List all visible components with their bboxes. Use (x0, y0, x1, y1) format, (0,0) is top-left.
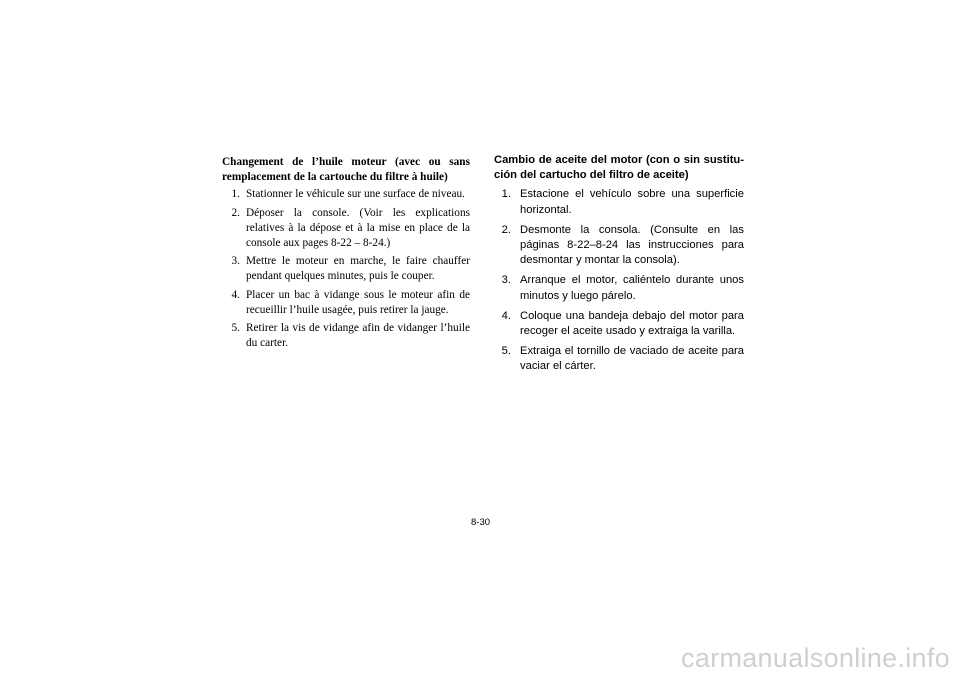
step-text: Estacione el vehículo sobre una superficie horizontal. (520, 188, 744, 216)
step-text: Placer un bac à vidange sous le moteur afin de recueillir l’huile usagée, puis retirer la jauge. (246, 288, 470, 316)
spanish-steps-list (494, 187, 744, 374)
list-item (222, 254, 470, 284)
step-text: Extraiga el tornillo de vaciado de aceite para vaciar el cárter. (520, 345, 744, 373)
list-item (494, 273, 744, 303)
step-number: 3. (231, 255, 240, 268)
step-number: 5. (231, 322, 240, 335)
step-number: 5. (501, 345, 511, 358)
spanish-heading: Cambio de aceite del motor (con o sin sustitución del cartucho del filtro de aceite) (494, 154, 744, 182)
step-text: Coloque una bandeja debajo del motor para recoger el aceite usado y extraiga la varilla. (520, 309, 744, 338)
step-text: Déposer la console. (Voir les explications relatives à la dépose et à la mise en place de la console aux pages 8-22 – 8-24.) (246, 206, 470, 250)
french-column (222, 155, 470, 354)
list-item (222, 288, 470, 318)
step-text: Arranque el motor, caliéntelo durante unos minutos y luego párelo. (520, 274, 744, 302)
step-number: 4. (501, 309, 511, 322)
step-number: 1. (231, 188, 240, 201)
french-heading: Changement de l’huile moteur (avec ou sans remplacement de la cartouche du filtre à huile) (222, 156, 470, 184)
step-number: 3. (501, 274, 511, 287)
step-text: Desmonte la consola. (Consulte en las páginas 8-22–8-24 las instrucciones para desmontar y montar la consola). (520, 223, 744, 267)
watermark: carmanualsonline.info (681, 643, 950, 673)
step-text: Retirer la vis de vidange afin de vidanger l’huile du carter. (246, 322, 470, 350)
page-number: 8-30 (471, 517, 491, 528)
step-number: 1. (501, 188, 511, 201)
step-number: 2. (231, 206, 240, 219)
step-number: 4. (231, 288, 240, 301)
step-text: Mettre le moteur en marche, le faire chauffer pendant quelques minutes, puis le couper. (246, 255, 470, 283)
list-item (494, 309, 744, 339)
list-item (222, 321, 470, 351)
step-number: 2. (501, 223, 511, 236)
step-text: Stationner le véhicule sur une surface de niveau. (246, 188, 465, 201)
list-item (222, 206, 470, 252)
list-item (222, 187, 470, 202)
list-item (494, 344, 744, 374)
list-item (494, 187, 744, 217)
spanish-column (494, 153, 744, 380)
french-steps-list (222, 187, 470, 351)
list-item (494, 223, 744, 269)
